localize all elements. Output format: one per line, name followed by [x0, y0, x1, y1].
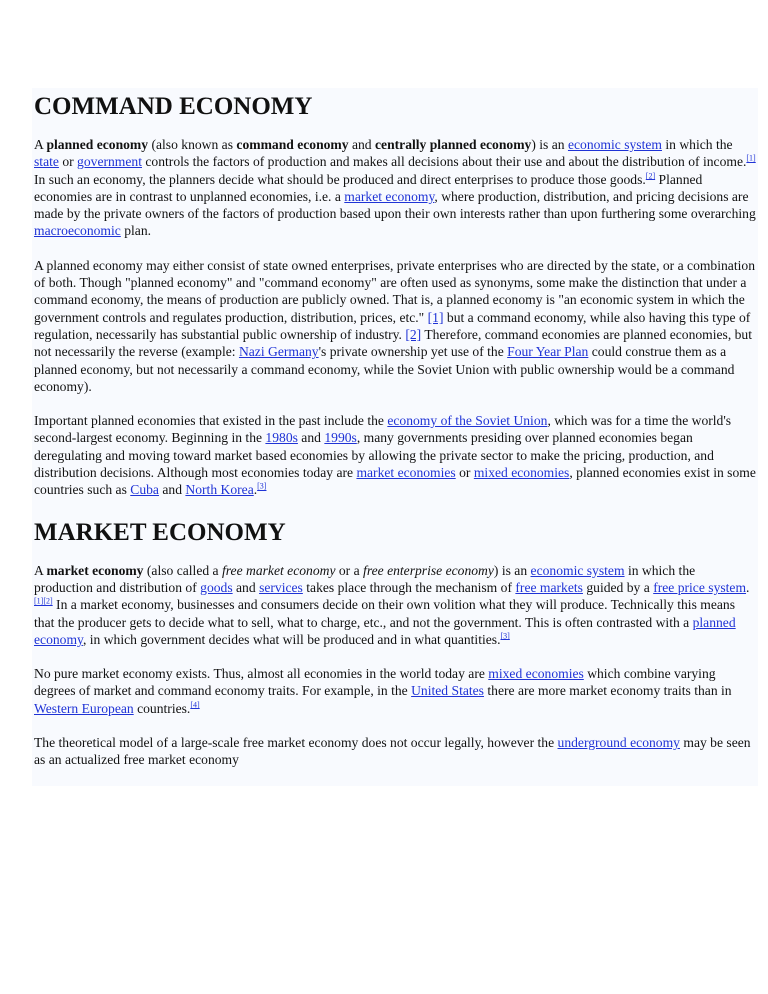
text: and: [232, 579, 260, 595]
link-four-year-plan[interactable]: Four Year Plan: [507, 344, 589, 360]
link-free-markets[interactable]: free markets: [515, 579, 583, 595]
link-1990s[interactable]: 1990s: [324, 430, 357, 446]
text: (also called a: [143, 562, 222, 578]
citation[interactable]: [34, 597, 53, 606]
link-ref-1[interactable]: [1]: [427, 309, 444, 325]
italic-term: free enterprise economy: [363, 562, 494, 578]
text: A: [34, 562, 47, 578]
citation-link[interactable]: [4]: [190, 700, 200, 710]
text: No pure market economy exists. Thus, almost all economies in the world today are: [34, 666, 489, 682]
text: Planned economies are in contrast to unplanned economies, i.e. a: [34, 171, 703, 204]
command-paragraph-3: [34, 412, 758, 498]
citation[interactable]: [500, 631, 509, 640]
citation-link[interactable]: [1]: [746, 153, 756, 163]
link-free-price-system[interactable]: free price system: [653, 579, 747, 595]
text: but a command economy, while also having this type of regulation, necessarily has substantial public ownership of industry.: [34, 309, 751, 342]
text: A planned economy may either consist of state owned enterprises, private enterprises who are directed by the state, or a combination of both. Though "planned economy" and "command economy" are often used as synonyms, some make the distinction that under a command economy, the means of production are publicly owned. That is, a planned economy is "an economic system in which the government controls and regulates production, distribution, prices, etc.": [34, 257, 755, 325]
text: The theoretical model of a large-scale free market economy does not occur legally, however the: [34, 735, 558, 751]
text: , in which government decides what will be produced and in what quantities.: [82, 631, 501, 647]
link-mixed-economies[interactable]: mixed economies: [473, 465, 570, 481]
link-macroeconomic[interactable]: macroeconomic: [34, 223, 121, 239]
text: .: [746, 579, 750, 595]
text: Important planned economies that existed in the past include the: [34, 413, 388, 429]
link-state[interactable]: state: [34, 154, 59, 170]
bold-term: market economy: [46, 562, 144, 578]
text: .: [253, 482, 258, 498]
text: , where production, distribution, and pricing decisions are made by the private owners of the factors of production based upon their own interests rather than upon furthering some overarching: [34, 188, 756, 222]
bold-term: command economy: [236, 137, 349, 152]
market-economy-heading: MARKET ECONOMY: [34, 518, 286, 546]
text: could construe them as a planned economy, but not necessarily a command economy, while the Soviet Union with public ownership would be a command economy).: [34, 344, 735, 394]
link-goods[interactable]: goods: [200, 579, 233, 595]
bold-term: centrally planned economy: [375, 137, 532, 152]
link-economic-system[interactable]: economic system: [530, 562, 625, 578]
text: In a market economy, businesses and consumers decide on their own volition what they will produce. Technically this means that the producer gets to decide what to sell, what to charge, etc., and not the government. This is often contrasted with a: [34, 597, 735, 630]
citation-link[interactable]: [3]: [500, 631, 510, 641]
text: ) is an: [531, 137, 568, 152]
link-cuba[interactable]: Cuba: [130, 482, 159, 498]
text: or a: [335, 562, 364, 578]
text: , many governments presiding over planned economies began deregulating and moving toward market based economies by allowing the private sector to make the pricing, production, and distribution decisions. Although most economies today are: [34, 430, 714, 481]
text: countries.: [133, 700, 191, 716]
citation[interactable]: [646, 171, 655, 180]
link-economy-soviet-union[interactable]: economy of the Soviet Union: [387, 413, 548, 429]
text: , planned economies exist in some countries such as: [34, 465, 756, 498]
italic-term: free market economy: [222, 562, 336, 578]
link-united-states[interactable]: United States: [411, 683, 484, 699]
text: in which the: [661, 137, 733, 152]
text: or: [455, 465, 474, 481]
link-market-economies[interactable]: market economies: [356, 465, 456, 481]
text: there are more market economy traits than in: [483, 683, 732, 699]
text: controls the factors of production and makes all decisions about their use and about the distribution of income.: [141, 154, 747, 170]
link-1980s[interactable]: 1980s: [265, 430, 298, 446]
link-ref-2[interactable]: [2]: [405, 326, 422, 342]
citation-link[interactable]: [3]: [257, 481, 267, 491]
text: A: [34, 137, 47, 152]
text: in which the production and distribution of: [34, 562, 696, 595]
link-mixed-economies[interactable]: mixed economies: [488, 666, 584, 682]
text: In such an economy, the planners decide what should be produced and direct enterprises to produce those goods.: [34, 171, 646, 187]
text: 's private ownership yet use of the: [318, 344, 508, 360]
command-paragraph-1: [34, 136, 758, 240]
citation[interactable]: [257, 482, 266, 491]
citation[interactable]: [746, 154, 755, 163]
text: and: [297, 430, 325, 446]
text: and: [158, 482, 186, 498]
link-north-korea[interactable]: North Korea: [185, 482, 254, 498]
market-paragraph-3: [34, 734, 758, 769]
bold-term: planned economy: [46, 137, 149, 152]
article-body: [32, 88, 758, 786]
text: or: [58, 154, 78, 170]
citation-link[interactable]: [2]: [645, 171, 656, 181]
text: takes place through the mechanism of: [302, 579, 516, 595]
link-services[interactable]: services: [259, 579, 303, 595]
link-underground-economy[interactable]: underground economy: [557, 735, 680, 751]
link-planned-economy[interactable]: planned economy: [34, 614, 736, 647]
text: plan.: [120, 223, 152, 239]
text: Therefore, command economies are planned economies, but not necessarily the reverse (example:: [34, 326, 753, 360]
command-paragraph-2: [34, 257, 758, 395]
text: which combine varying degrees of market and command economy traits. For example, in the: [34, 666, 716, 699]
link-market-economy[interactable]: market economy: [344, 188, 435, 204]
link-western-european[interactable]: Western European: [34, 700, 134, 716]
market-paragraph-1: [34, 562, 758, 648]
command-economy-heading: COMMAND ECONOMY: [34, 93, 313, 120]
text: , which was for a time the world's second-largest economy. Beginning in the: [34, 413, 732, 446]
text: may be seen as an actualized free market economy: [34, 735, 751, 768]
link-nazi-germany[interactable]: Nazi Germany: [238, 344, 319, 360]
market-paragraph-2: [34, 665, 758, 717]
citation[interactable]: [190, 700, 199, 709]
text: (also known as: [148, 137, 237, 152]
link-government[interactable]: government: [77, 154, 142, 170]
text: guided by a: [582, 579, 654, 595]
citation-link[interactable]: [1][2]: [34, 596, 53, 606]
link-economic-system[interactable]: economic system: [567, 137, 662, 152]
text: ) is an: [493, 562, 531, 578]
text: and: [348, 137, 375, 152]
